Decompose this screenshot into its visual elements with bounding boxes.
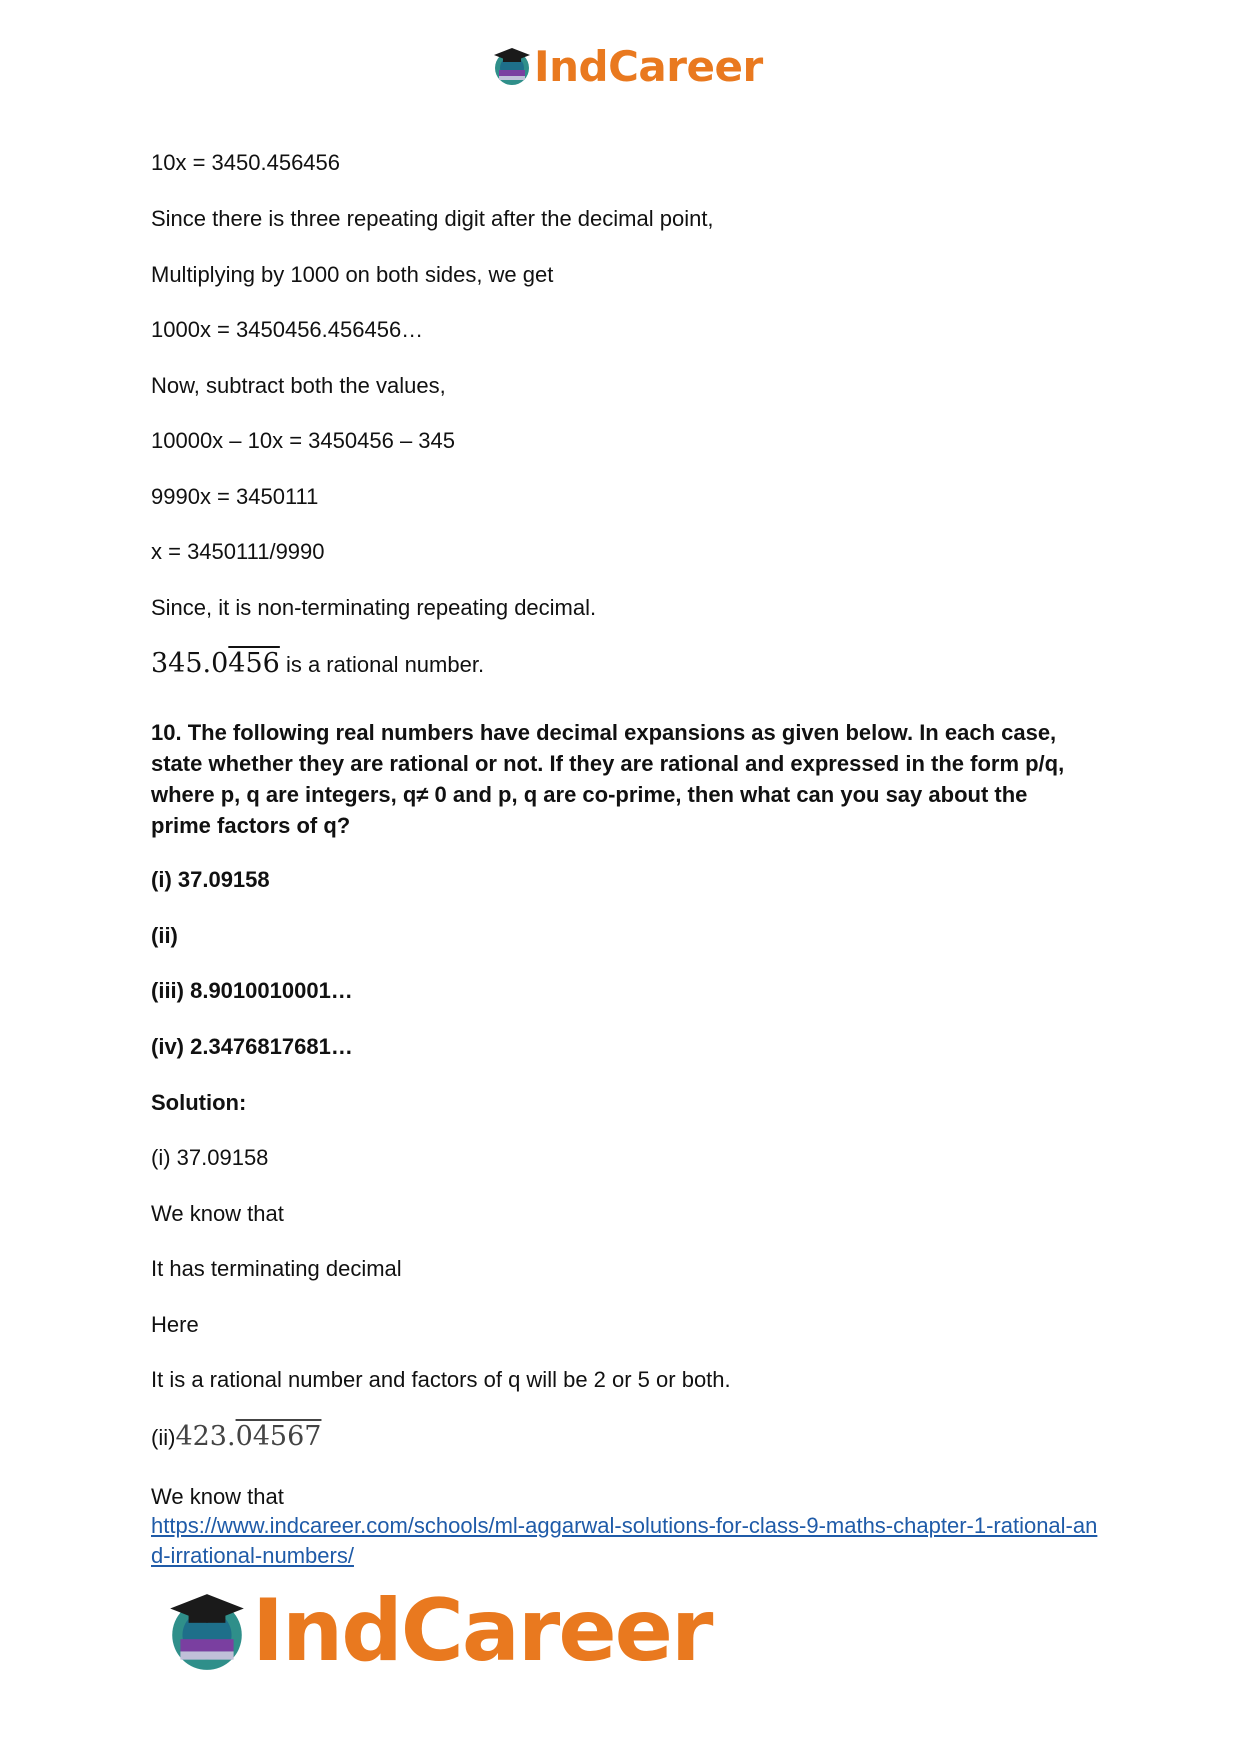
header-logo [490, 41, 763, 91]
text-line: 9990x = 3450111 [151, 484, 319, 509]
part-ii-line: (ii)423.04567 [151, 1421, 322, 1452]
text-line: 1000x = 3450456.456456… [151, 317, 424, 342]
graduation-globe-icon [162, 1586, 252, 1676]
solution-line: (i) 37.09158 [151, 1145, 269, 1170]
option-item: (iv) 2.3476817681… [151, 1034, 353, 1059]
solution-line: It is a rational number and factors of q will be 2 or 5 or both. [151, 1367, 731, 1392]
solution-line: It has terminating decimal [151, 1256, 402, 1281]
text-line: Since there is three repeating digit after the decimal point, [151, 206, 714, 231]
solution-heading: Solution: [151, 1090, 247, 1115]
text-line: 10000x – 10x = 3450456 – 345 [151, 428, 455, 453]
text-line: 10x = 3450.456456 [151, 150, 341, 175]
text-line: x = 3450111/9990 [151, 539, 325, 564]
brand-name: IndCareer [252, 1581, 712, 1681]
brand-name: IndCareer [534, 41, 763, 91]
math-expression: 345.0456 [151, 648, 280, 679]
option-item: (i) 37.09158 [151, 867, 270, 892]
footer-logo [162, 1581, 712, 1681]
option-item: (ii) [151, 923, 178, 948]
text-line: Since, it is non-terminating repeating decimal. [151, 595, 597, 620]
text-line: Now, subtract both the values, [151, 373, 446, 398]
option-item: (iii) 8.9010010001… [151, 978, 353, 1003]
question-10: 10. The following real numbers have decimal expansions as given below. In each case, state whether they are rational or not. If they are rational and expressed in the form p/q, where p, q are integers, q≠ 0 and p, q are co-prime, then what can you say about the prime factors of q? [151, 720, 1065, 838]
rational-statement: 345.0456 is a rational number. [151, 648, 485, 679]
solution-line: We know that [151, 1484, 284, 1509]
math-expression: 423.04567 [175, 1421, 322, 1452]
graduation-globe-icon [490, 44, 534, 88]
text-line: Multiplying by 1000 on both sides, we get [151, 262, 554, 287]
solution-line: Here [151, 1312, 199, 1337]
footer-link[interactable]: https://www.indcareer.com/schools/ml-aggarwal-solutions-for-class-9-maths-chapter-1-rational-and-irrational-numbers/ [151, 1513, 1098, 1568]
solution-line: We know that [151, 1201, 284, 1226]
